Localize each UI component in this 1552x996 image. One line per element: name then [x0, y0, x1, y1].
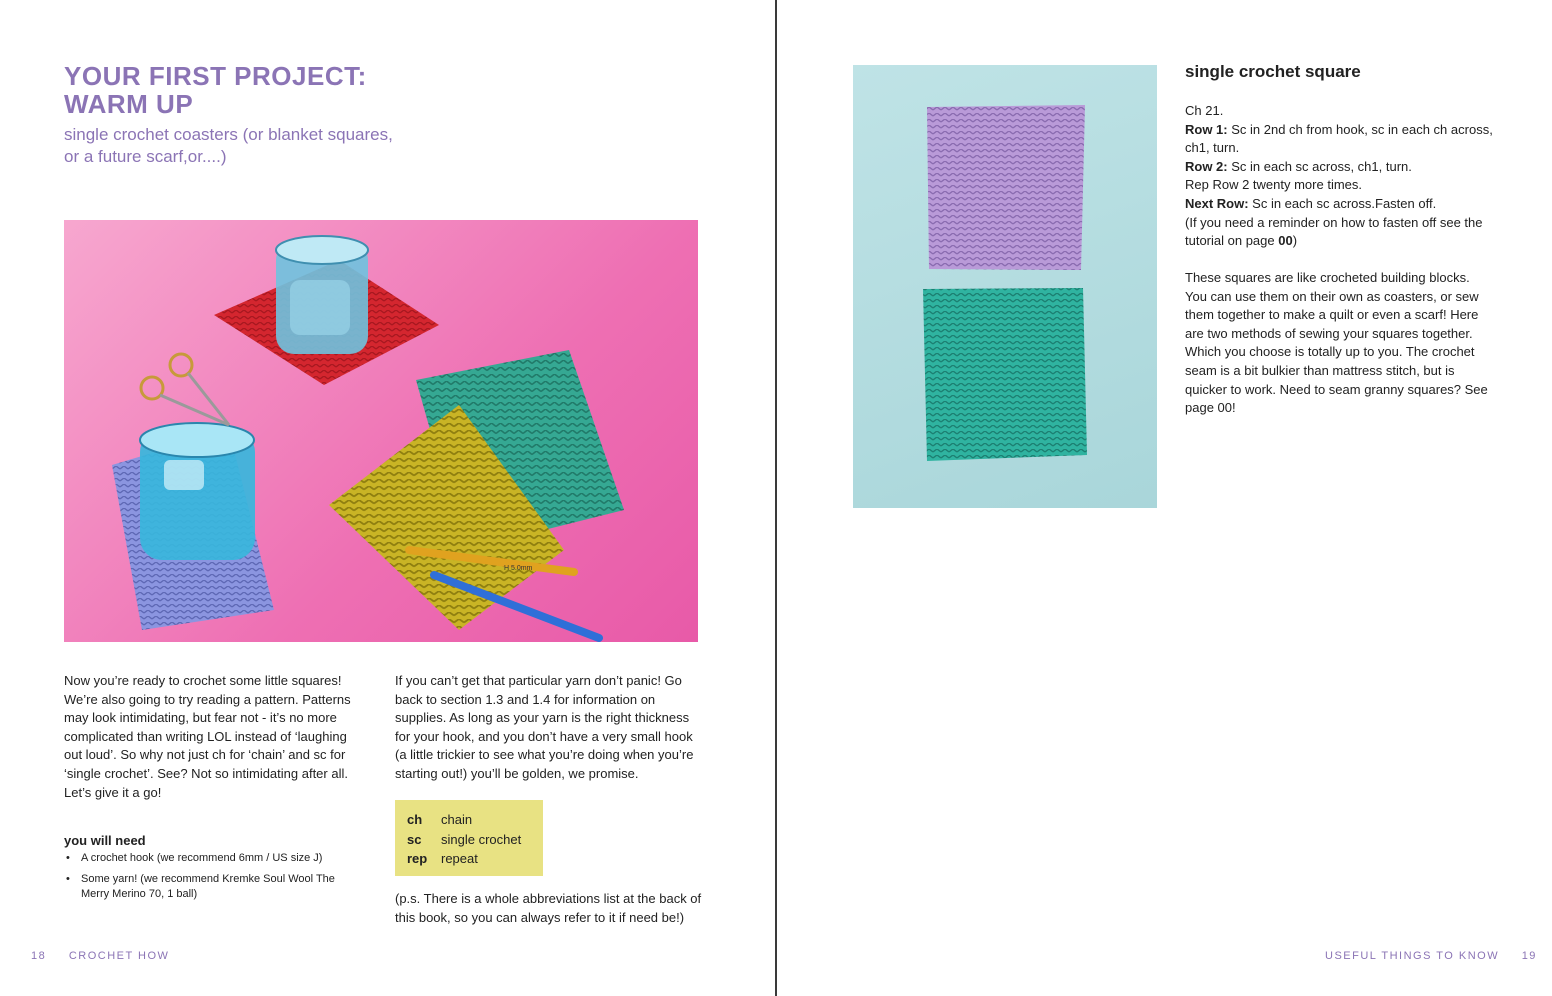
- title-line-1: YOUR FIRST PROJECT:: [64, 61, 367, 91]
- glass-bottom: [140, 423, 255, 560]
- pattern-next-row: Next Row: Sc in each sc across.Fasten off.: [1185, 195, 1437, 211]
- page-subtitle: single crochet coasters (or blanket squares, or a future scarf,or....): [64, 125, 393, 166]
- page-divider: [775, 0, 777, 996]
- abbreviation-value: chain: [441, 812, 473, 827]
- running-footer-right: USEFUL THINGS TO KNOW: [1325, 950, 1500, 962]
- you-will-need-heading: you will need: [64, 833, 146, 848]
- abbreviation-key: ch: [407, 812, 423, 827]
- you-will-need-list: [64, 851, 364, 908]
- footer-left: [31, 950, 169, 962]
- abbreviations-box: [395, 800, 543, 876]
- abbreviation-row: [407, 830, 531, 850]
- abbreviation-value: single crochet: [441, 831, 522, 847]
- intro-paragraph: Now you’re ready to crochet some little squares! We’re also going to try reading a pattern. Patterns may look intimidating, but fear not - it’s no more complicated than writing LOL instead of ‘laughing out loud’. So why not just ch for ‘chain’ and sc for ‘single crochet’. See? Not so intimidating after all. Let’s give it a go!: [64, 673, 351, 800]
- hook-size-label: H 5.0mm: [504, 565, 533, 572]
- yarn-note-paragraph: If you can’t get that particular yarn don’t panic! Go back to section 1.3 and 1.4 for information on supplies. As long as your yarn is the right thickness for your hook, and you don’t have a very small hook (a little trickier to see what you’re doing when you’re starting out!) you’ll be golden, we promise.: [395, 673, 694, 781]
- abbreviation-row: [407, 849, 531, 869]
- abbreviation-key: rep: [407, 851, 428, 866]
- pattern-title: single crochet square: [1185, 62, 1361, 81]
- coasters-photo-illustration: [64, 220, 698, 642]
- page-number-right: 19: [1521, 950, 1537, 962]
- pattern-row-1: Row 1: Sc in 2nd ch from hook, sc in each ch across, ch1, turn.: [1185, 121, 1493, 156]
- title-line-2: WARM UP: [64, 89, 194, 119]
- running-footer-left: CROCHET HOW: [68, 950, 170, 962]
- page-title: [64, 62, 484, 118]
- ps-note: (p.s. There is a whole abbreviations list at the back of this book, so you can always refer to it if need be!): [395, 891, 702, 925]
- pattern-ch-line: Ch 21.: [1185, 103, 1224, 118]
- scissors: [141, 354, 229, 425]
- abbreviation-row: [407, 810, 531, 830]
- abbreviation-value: repeat: [441, 851, 478, 866]
- coasters-photo: [64, 220, 698, 642]
- squares-photo-illustration: [853, 65, 1157, 508]
- teal-square: [923, 288, 1087, 461]
- purple-square: [927, 105, 1085, 270]
- pattern-reminder: (If you need a reminder on how to fasten off see the tutorial on page 00): [1185, 214, 1483, 249]
- footer-right: [1325, 950, 1537, 962]
- pattern-instructions: [1185, 102, 1505, 251]
- pattern-rep-line: Rep Row 2 twenty more times.: [1185, 177, 1363, 193]
- squares-description: These squares are like crocheted building blocks. You can use them on their own as coasters, or sew them together to make a quilt or even a scarf! Here are two methods of sewing your squares together. Which you choose is totally up to you. The crochet seam is a bit bulkier than mattress stitch, but is quicker to work. Need to seam granny squares? See page 00!: [1185, 270, 1488, 416]
- list-item: • Some yarn! (we recommend Kremke Soul Wool The Merry Merino 70, 1 ball): [64, 872, 364, 902]
- abbreviation-key: sc: [407, 831, 422, 847]
- glass-top: [276, 236, 368, 354]
- list-item: • A crochet hook (we recommend 6mm / US size J): [64, 851, 364, 866]
- pattern-row-2: Row 2: Sc in each sc across, ch1, turn.: [1185, 158, 1412, 174]
- squares-photo: [853, 65, 1157, 508]
- page-number-left: 18: [31, 950, 47, 962]
